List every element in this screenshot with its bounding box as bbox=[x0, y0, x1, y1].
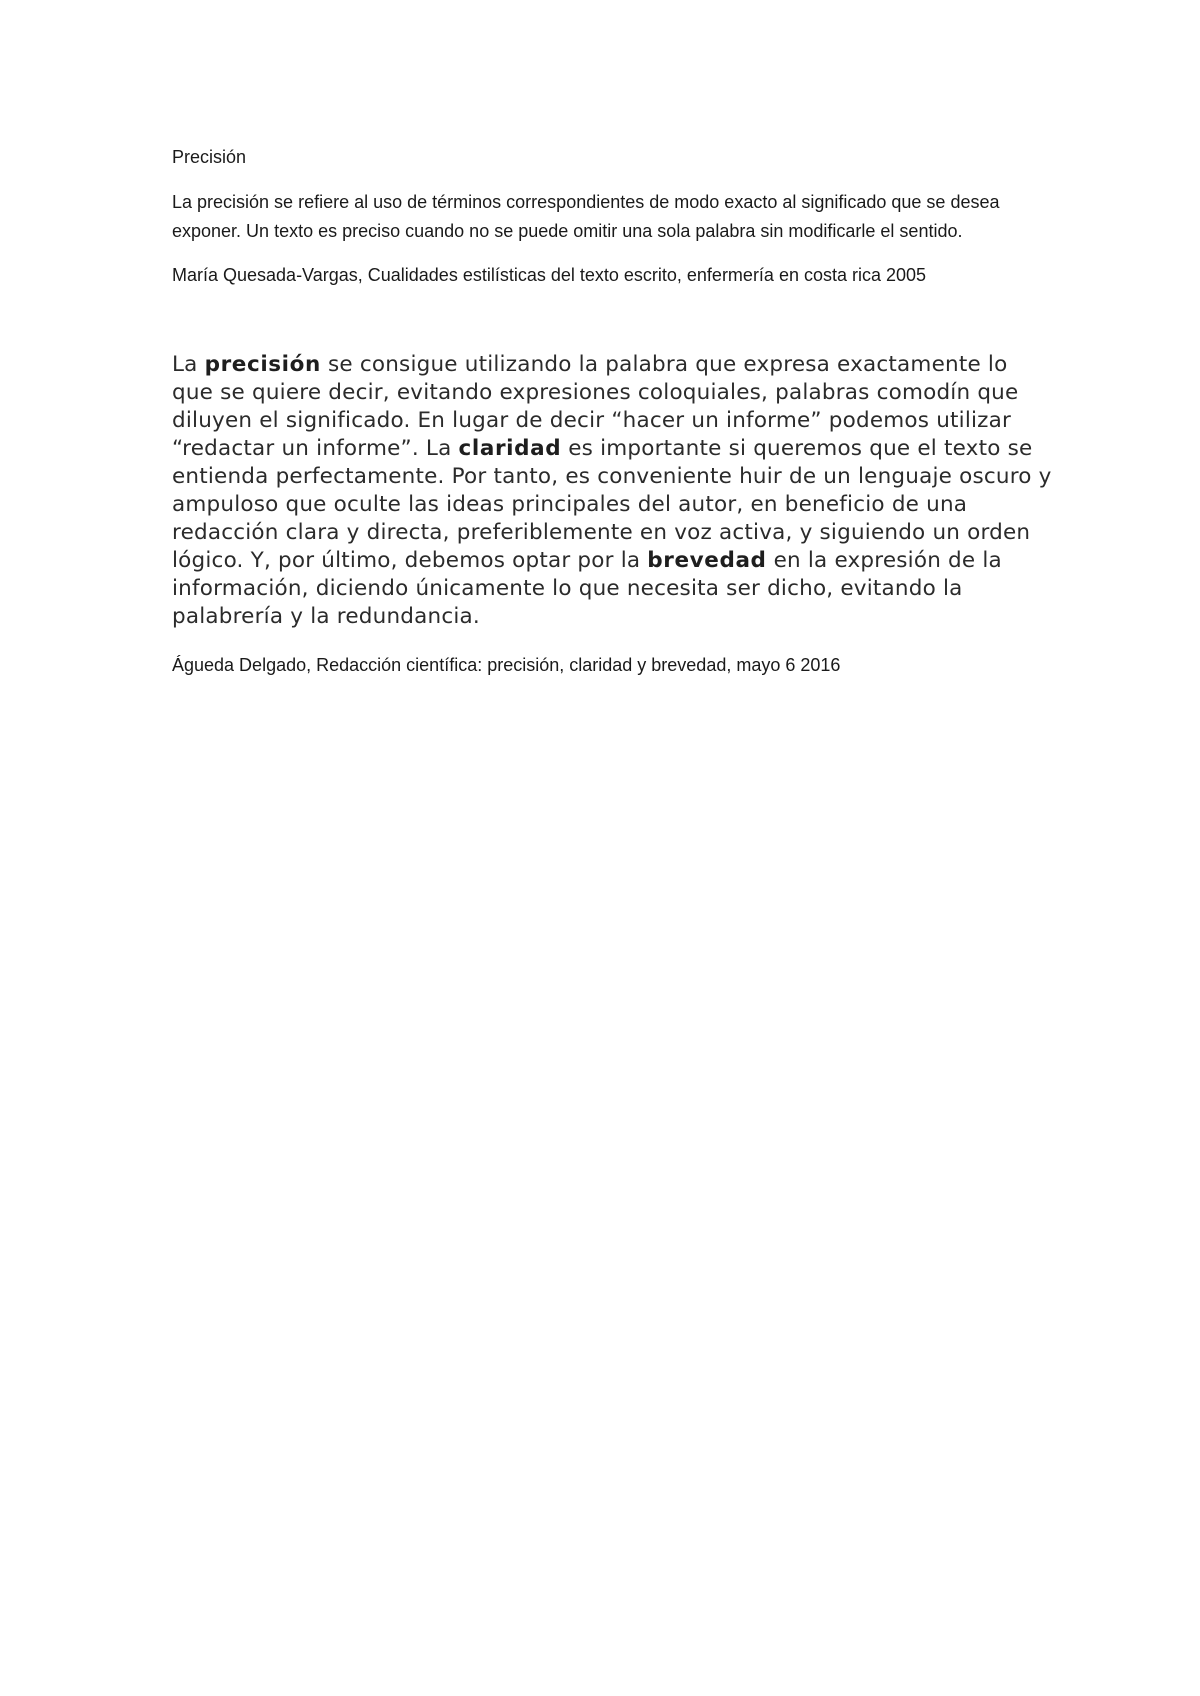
main-paragraph bbox=[172, 351, 1052, 631]
definition-paragraph: La precisión se refiere al uso de términos correspondientes de modo exacto al significado que se desea exponer. Un texto es preciso cuando no se puede omitir una sola palabra sin modificarle el sentido. bbox=[172, 192, 1000, 241]
keyword-claridad: claridad bbox=[458, 436, 562, 461]
document-title: Precisión bbox=[172, 147, 247, 167]
paragraph-text: es importante si queremos que el texto se entienda perfectamente. Por tanto, es conveniente huir de un lenguaje oscuro y ampuloso que oculte las ideas principales del autor, en beneficio de una redacción clara y directa, preferiblemente en voz activa, y siguiendo un orden lógico. Y, por último, debemos optar por la bbox=[172, 436, 1052, 573]
citation-delgado: Águeda Delgado, Redacción científica: precisión, claridad y brevedad, mayo 6 2016 bbox=[172, 655, 841, 675]
document-body bbox=[172, 143, 1052, 680]
paragraph-text: en la expresión de la información, diciendo únicamente lo que necesita ser dicho, evitando la palabrería y la redundancia. bbox=[172, 548, 1002, 629]
keyword-precision: precisión bbox=[204, 352, 321, 377]
paragraph-text: se consigue utilizando la palabra que expresa exactamente lo que se quiere decir, evitando expresiones coloquiales, palabras comodín que diluyen el significado. En lugar de decir “hacer un informe” podemos utilizar “redactar un informe”. La bbox=[172, 352, 1019, 461]
keyword-brevedad: brevedad bbox=[647, 548, 767, 573]
citation-quesada: María Quesada-Vargas, Cualidades estilísticas del texto escrito, enfermería en costa rica 2005 bbox=[172, 265, 927, 285]
paragraph-text: La bbox=[172, 352, 205, 377]
